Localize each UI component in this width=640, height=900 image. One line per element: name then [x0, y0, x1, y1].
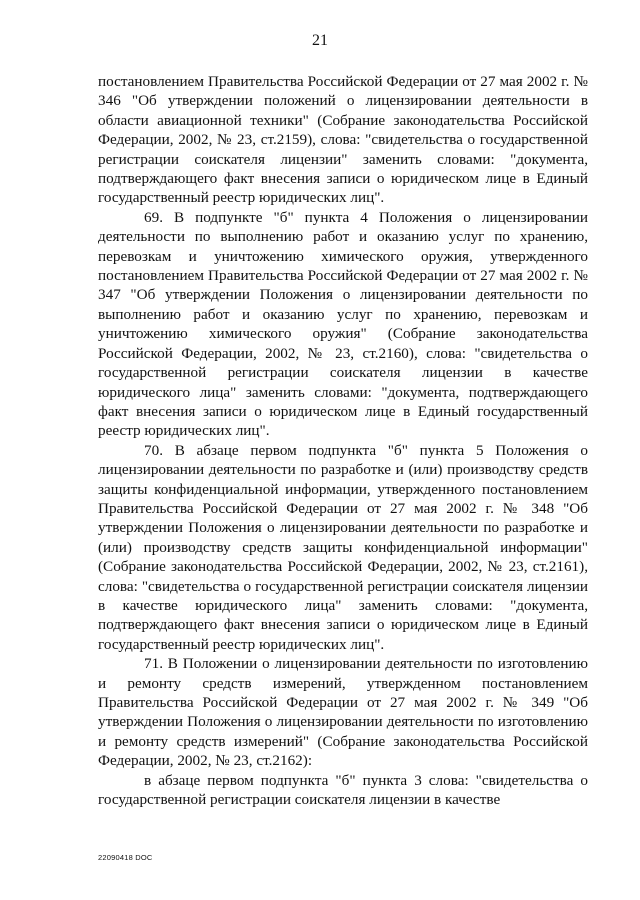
paragraph-70: 70. В абзаце первом подпункта "б" пункта 5 Положения о лицензировании деятельности по разработке и (или) производству средств защиты конфиденциальной информации, утвержденного постановлением Правительства Российской Федерации от 27 мая 2002 г. № 348 "Об утверждении Положения о лицензировании деятельности по разработке и (или) производству средств защиты конфиденциальной информации" (Собрание законодательства Российской Федерации, 2002, № 23, ст.2161), слова: "свидетельства о государственной регистрации соискателя лицензии в качестве юридического лица" заменить словами: "документа, подтверждающего факт внесения записи о юридическом лице в Единый государственный реестр юридических лиц".	[98, 441, 588, 653]
paragraph-71-subitem: в абзаце первом подпункта "б" пункта 3 слова: "свидетельства о государственной регистрации соискателя лицензии в качестве	[98, 771, 588, 809]
document-body	[98, 72, 588, 809]
paragraph-continuation: постановлением Правительства Российской Федерации от 27 мая 2002 г. № 346 "Об утверждении положений о лицензировании деятельности в области авиационной техники" (Собрание законодательства Российской Федерации, 2002, № 23, ст.2159), слова: "свидетельства о государственной регистрации соискателя лицензии" заменить словами: "документа, подтверждающего факт внесения записи о юридическом лице в Единый государственный реестр юридических лиц".	[98, 73, 588, 207]
paragraph-69: 69. В подпункте "б" пункта 4 Положения о лицензировании деятельности по выполнению работ и оказанию услуг по хранению, перевозкам и уничтожению химического оружия, утвержденного постановлением Правительства Российской Федерации от 27 мая 2002 г. № 347 "Об утверждении Положения о лицензировании деятельности по выполнению работ и оказанию услуг по хранению, перевозкам и уничтожению химического оружия" (Собрание законодательства Российской Федерации, 2002, № 23, ст.2160), слова: "свидетельства о государственной регистрации соискателя лицензии в качестве юридического лица" заменить словами: "документа, подтверждающего факт внесения записи о юридическом лице в Единый государственный реестр юридических лиц".	[98, 208, 588, 440]
footer-document-code: 22090418 DOC	[98, 853, 153, 862]
paragraph-71: 71. В Положении о лицензировании деятельности по изготовлению и ремонту средств измерений, утвержденном постановлением Правительства Российской Федерации от 27 мая 2002 г. № 349 "Об утверждении Положения о лицензировании деятельности по изготовлению и ремонту средств измерений" (Собрание законодательства Российской Федерации, 2002, № 23, ст.2162):	[98, 655, 588, 770]
page-number: 21	[312, 32, 328, 49]
